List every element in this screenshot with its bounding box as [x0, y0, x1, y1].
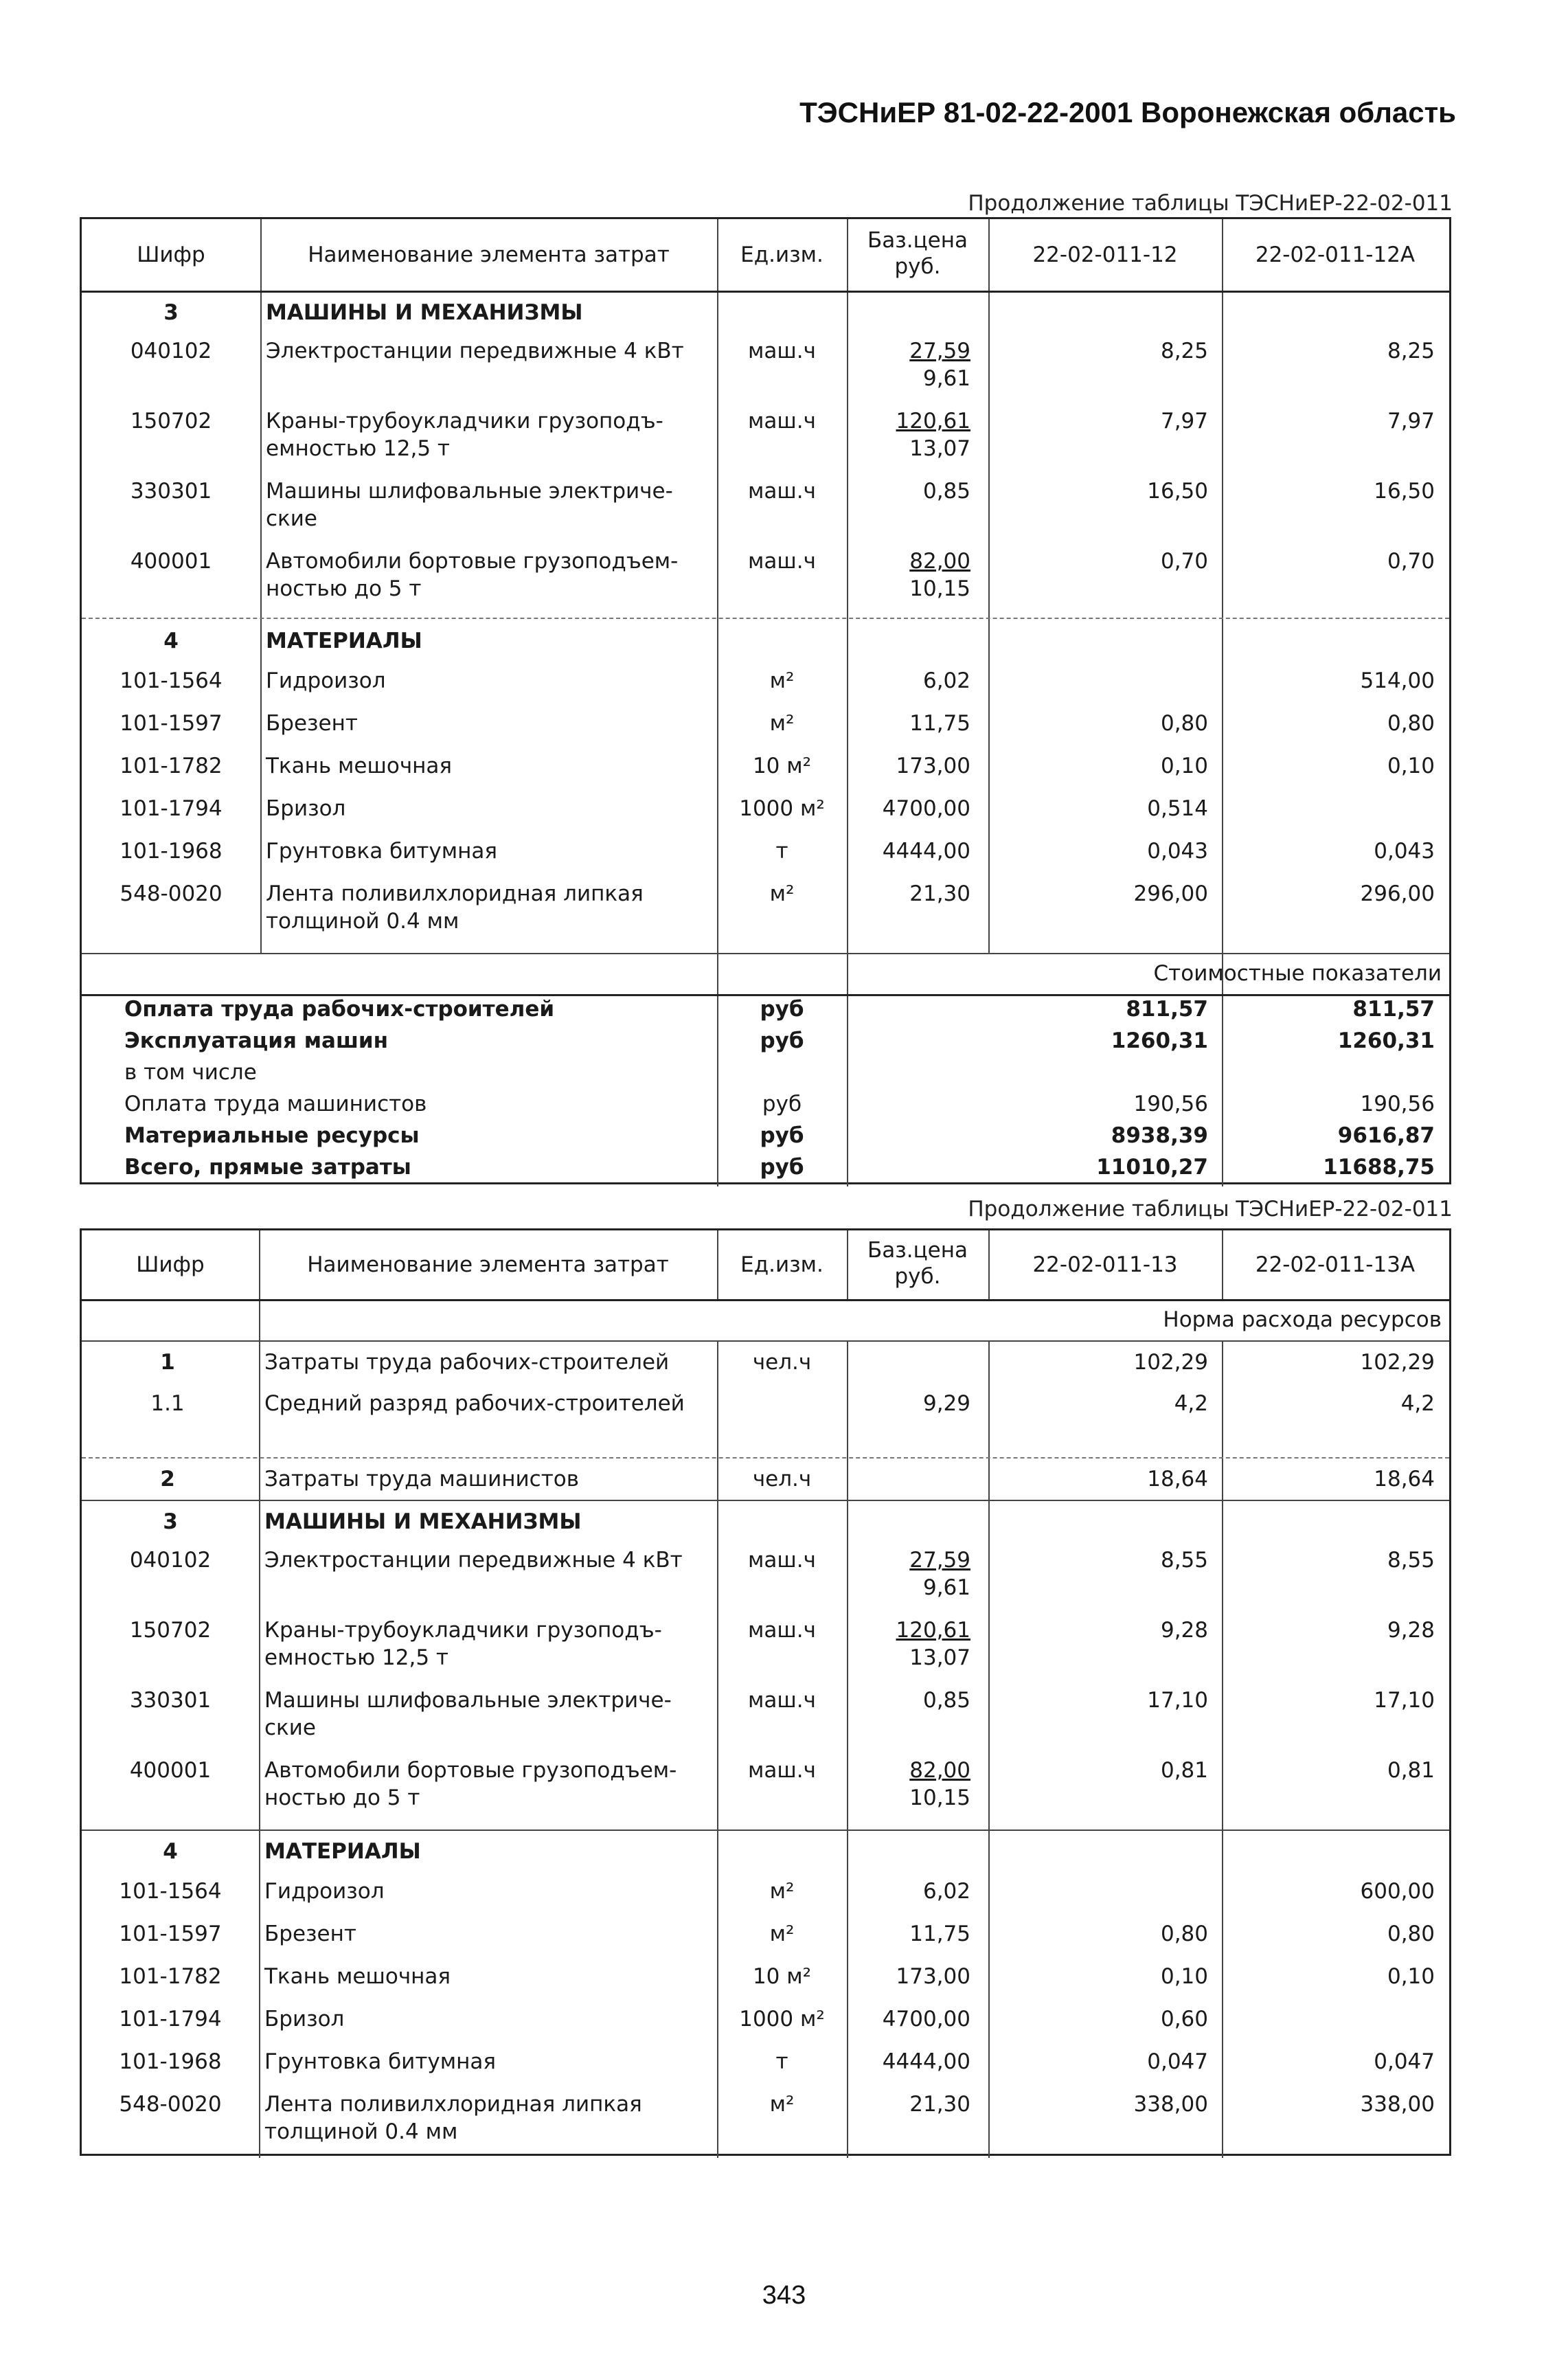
section-code: 4 [163, 629, 179, 653]
row-unit: маш.ч [748, 549, 816, 574]
row-value-1: 102,29 [1133, 1350, 1208, 1375]
cost-value-1: 1260,31 [1111, 1028, 1208, 1053]
row-unit: маш.ч [748, 1688, 816, 1713]
row-name: Краны-трубоукладчики грузоподъ-емностью 12,5 т [264, 1618, 662, 1670]
row-price: 173,00 [896, 1964, 970, 1989]
row-value-2: 514,00 [1360, 668, 1435, 693]
row-name: Затраты труда машинистов [264, 1467, 580, 1491]
col-header-variant2: 22-02-011-12А [1255, 243, 1416, 267]
row-value-2: 9,28 [1387, 1618, 1435, 1643]
row-unit: чел.ч [752, 1467, 812, 1491]
row-value-2: 0,70 [1387, 549, 1435, 574]
cost-value-2: 190,56 [1360, 1092, 1435, 1116]
row-value-1: 17,10 [1147, 1688, 1208, 1713]
row-value-1: 338,00 [1133, 2092, 1208, 2117]
row-code: 101-1794 [119, 2007, 222, 2031]
row-value-2: 0,80 [1387, 1922, 1435, 1946]
row-code: 101-1597 [119, 1922, 222, 1946]
cost-unit: руб [760, 1155, 804, 1180]
cost-name: Эксплуатация машин [124, 1028, 389, 1053]
row-code: 101-1564 [120, 668, 223, 693]
row-price: 4700,00 [882, 2007, 970, 2031]
row-value-2: 8,55 [1387, 1548, 1435, 1573]
col-header-variant2: 22-02-011-13А [1255, 1252, 1416, 1277]
cost-name: Оплата труда рабочих-строителей [124, 997, 555, 1022]
row-unit: 1000 м² [739, 796, 825, 821]
row-unit: м² [769, 1922, 795, 1946]
row-name: Брезент [266, 711, 358, 736]
cost-name: в том числе [124, 1060, 257, 1085]
row-code: 150702 [129, 1618, 212, 1643]
row-unit: чел.ч [752, 1350, 812, 1375]
table2-caption: Продолжение таблицы ТЭСНиЕР-22-02-011 [968, 1197, 1453, 1221]
row-value-2: 17,10 [1374, 1688, 1435, 1713]
cost-unit: руб [762, 1092, 802, 1116]
row-value-1: 8,55 [1160, 1548, 1208, 1573]
row-price: 0,85 [922, 1688, 970, 1713]
row-unit: м² [769, 2092, 795, 2117]
row-price-secondary: 9,61 [922, 1575, 970, 1600]
cost-value-2: 11688,75 [1323, 1155, 1435, 1180]
row-value-2: 338,00 [1360, 2092, 1435, 2117]
row-value-1: 0,60 [1160, 2007, 1208, 2031]
row-code: 101-1782 [120, 754, 223, 778]
section-code: 3 [163, 1509, 178, 1534]
row-code: 101-1794 [120, 796, 223, 821]
row-value-1: 18,64 [1147, 1467, 1208, 1491]
row-value-1: 0,514 [1147, 796, 1208, 821]
cost-name: Материальные ресурсы [124, 1123, 420, 1148]
row-price: 120,61 [896, 409, 970, 434]
row-unit: м² [769, 711, 795, 736]
row-value-1: 296,00 [1133, 881, 1208, 906]
row-price-secondary: 10,15 [909, 576, 970, 601]
cost-unit: руб [760, 1123, 804, 1148]
row-value-2: 0,10 [1387, 1964, 1435, 1989]
row-value-2: 0,81 [1387, 1758, 1435, 1783]
row-price: 82,00 [909, 549, 970, 574]
row-value-2: 296,00 [1360, 881, 1435, 906]
row-unit: маш.ч [748, 1758, 816, 1783]
row-value-1: 0,043 [1147, 839, 1208, 864]
row-code: 101-1968 [120, 839, 223, 864]
row-unit: т [775, 2049, 788, 2074]
row-price-secondary: 13,07 [909, 436, 970, 461]
section-title: МАТЕРИАЛЫ [264, 1839, 421, 1864]
col-header-code: Шифр [137, 243, 205, 267]
row-price-secondary: 13,07 [909, 1645, 970, 1670]
table1-caption: Продолжение таблицы ТЭСНиЕР-22-02-011 [968, 191, 1453, 216]
row-price: 21,30 [909, 2092, 970, 2117]
cost-value-2: 811,57 [1352, 997, 1435, 1022]
row-name: Машины шлифовальные электриче-ские [264, 1688, 672, 1740]
row-price-secondary: 9,61 [922, 366, 970, 391]
section-title: МАТЕРИАЛЫ [266, 629, 422, 653]
row-value-2: 0,80 [1387, 711, 1435, 736]
row-name: Автомобили бортовые грузоподъем-ностью до 5 т [266, 549, 679, 601]
col-header-unit: Ед.изм. [740, 1252, 823, 1277]
row-price: 0,85 [922, 479, 970, 504]
row-value-2: 0,10 [1387, 754, 1435, 778]
row-unit: маш.ч [748, 479, 816, 504]
row-price-secondary: 10,15 [909, 1786, 970, 1810]
row-price: 27,59 [909, 339, 970, 363]
row-code: 2 [160, 1467, 175, 1491]
row-price: 6,02 [922, 668, 970, 693]
row-name: Ткань мешочная [266, 754, 453, 778]
col-header-price: Баз.цена руб. [867, 1238, 968, 1289]
row-name: Лента поливилхлоридная липкая толщиной 0.4 мм [264, 2092, 642, 2144]
row-unit: 1000 м² [739, 2007, 825, 2031]
row-value-1: 0,80 [1160, 1922, 1208, 1946]
row-code: 040102 [130, 339, 212, 363]
row-code: 400001 [130, 549, 212, 574]
row-code: 101-1968 [119, 2049, 222, 2074]
row-name: Грунтовка битумная [266, 839, 498, 864]
row-value-2: 16,50 [1374, 479, 1435, 504]
row-code: 400001 [129, 1758, 212, 1783]
row-name: Машины шлифовальные электриче-ские [266, 479, 673, 531]
row-unit: маш.ч [748, 409, 816, 434]
row-unit: маш.ч [748, 339, 816, 363]
row-name: Бризол [266, 796, 346, 821]
row-value-2: 4,2 [1400, 1391, 1435, 1416]
row-code: 101-1782 [119, 1964, 222, 1989]
row-code: 1 [160, 1350, 175, 1375]
row-value-2: 0,047 [1374, 2049, 1435, 2074]
row-price: 11,75 [909, 1922, 970, 1946]
row-code: 330301 [129, 1688, 212, 1713]
row-code: 548-0020 [119, 2092, 222, 2117]
row-price: 4444,00 [882, 2049, 970, 2074]
col-header-variant1: 22-02-011-13 [1032, 1252, 1178, 1277]
row-price: 9,29 [922, 1391, 970, 1416]
page-number: 343 [762, 2281, 806, 2310]
row-price: 173,00 [896, 754, 970, 778]
row-code: 101-1597 [120, 711, 223, 736]
row-value-1: 0,70 [1160, 549, 1208, 574]
cost-value-1: 8938,39 [1111, 1123, 1208, 1148]
row-price: 21,30 [909, 881, 970, 906]
cost-value-1: 11010,27 [1096, 1155, 1208, 1180]
cost-caption: Стоимостные показатели [1153, 961, 1442, 986]
row-code: 150702 [130, 409, 212, 434]
row-value-2: 18,64 [1374, 1467, 1435, 1491]
row-unit: маш.ч [748, 1548, 816, 1573]
row-value-1: 9,28 [1160, 1618, 1208, 1643]
cost-unit: руб [760, 997, 804, 1022]
cost-name: Оплата труда машинистов [124, 1092, 427, 1116]
document-title: ТЭСНиЕР 81-02-22-2001 Воронежская область [799, 96, 1456, 128]
row-price: 4700,00 [882, 796, 970, 821]
section-title: МАШИНЫ И МЕХАНИЗМЫ [266, 300, 583, 325]
row-price: 120,61 [896, 1618, 970, 1643]
section-code: 4 [163, 1839, 178, 1864]
row-code: 101-1564 [119, 1879, 222, 1904]
row-price: 4444,00 [882, 839, 970, 864]
row-name: Затраты труда рабочих-строителей [264, 1350, 670, 1375]
row-unit: м² [769, 668, 795, 693]
cost-value-2: 1260,31 [1337, 1028, 1435, 1053]
col-header-unit: Ед.изм. [740, 243, 823, 267]
row-name: Гидроизол [264, 1879, 385, 1904]
cost-value-2: 9616,87 [1337, 1123, 1435, 1148]
row-price: 6,02 [922, 1879, 970, 1904]
row-unit: 10 м² [752, 754, 812, 778]
row-value-2: 600,00 [1360, 1879, 1435, 1904]
table1 [80, 217, 1451, 1184]
cost-value-1: 811,57 [1126, 997, 1208, 1022]
row-unit: 10 м² [752, 1964, 812, 1989]
row-unit: маш.ч [748, 1618, 816, 1643]
norm-caption: Норма расхода ресурсов [1163, 1307, 1442, 1332]
section-title: МАШИНЫ И МЕХАНИЗМЫ [264, 1509, 582, 1534]
row-value-1: 0,10 [1160, 1964, 1208, 1989]
row-value-1: 4,2 [1174, 1391, 1208, 1416]
row-value-2: 0,043 [1374, 839, 1435, 864]
col-header-name: Наименование элемента затрат [307, 1252, 669, 1277]
row-name: Ткань мешочная [264, 1964, 451, 1989]
row-code: 330301 [130, 479, 212, 504]
row-name: Гидроизол [266, 668, 386, 693]
row-name: Брезент [264, 1922, 356, 1946]
row-code: 1.1 [150, 1391, 185, 1416]
row-name: Электростанции передвижные 4 кВт [264, 1548, 683, 1573]
row-value-1: 7,97 [1160, 409, 1208, 434]
row-price: 27,59 [909, 1548, 970, 1573]
col-header-code: Шифр [136, 1252, 205, 1277]
row-code: 548-0020 [120, 881, 223, 906]
row-price: 11,75 [909, 711, 970, 736]
row-name: Лента поливилхлоридная липкая толщиной 0.4 мм [266, 881, 644, 934]
row-value-1: 8,25 [1160, 339, 1208, 363]
row-code: 040102 [129, 1548, 212, 1573]
row-value-2: 102,29 [1360, 1350, 1435, 1375]
row-value-2: 8,25 [1387, 339, 1435, 363]
cost-name: Всего, прямые затраты [124, 1155, 411, 1180]
row-unit: м² [769, 1879, 795, 1904]
row-value-1: 0,81 [1160, 1758, 1208, 1783]
row-name: Бризол [264, 2007, 345, 2031]
cost-unit: руб [760, 1028, 804, 1053]
section-code: 3 [163, 300, 179, 325]
row-unit: м² [769, 881, 795, 906]
row-unit: т [775, 839, 788, 864]
row-name: Средний разряд рабочих-строителей [264, 1391, 685, 1416]
row-value-1: 0,80 [1160, 711, 1208, 736]
row-value-1: 0,10 [1160, 754, 1208, 778]
row-name: Краны-трубоукладчики грузоподъ-емностью 12,5 т [266, 409, 663, 461]
row-value-1: 16,50 [1147, 479, 1208, 504]
col-header-variant1: 22-02-011-12 [1032, 243, 1178, 267]
row-name: Грунтовка битумная [264, 2049, 497, 2074]
row-value-1: 0,047 [1147, 2049, 1208, 2074]
col-header-price: Баз.цена руб. [867, 228, 968, 279]
row-value-2: 7,97 [1387, 409, 1435, 434]
col-header-name: Наименование элемента затрат [308, 243, 670, 267]
cost-value-1: 190,56 [1133, 1092, 1208, 1116]
row-price: 82,00 [909, 1758, 970, 1783]
table2 [80, 1228, 1451, 2156]
row-name: Автомобили бортовые грузоподъем-ностью до 5 т [264, 1758, 677, 1810]
row-name: Электростанции передвижные 4 кВт [266, 339, 684, 363]
